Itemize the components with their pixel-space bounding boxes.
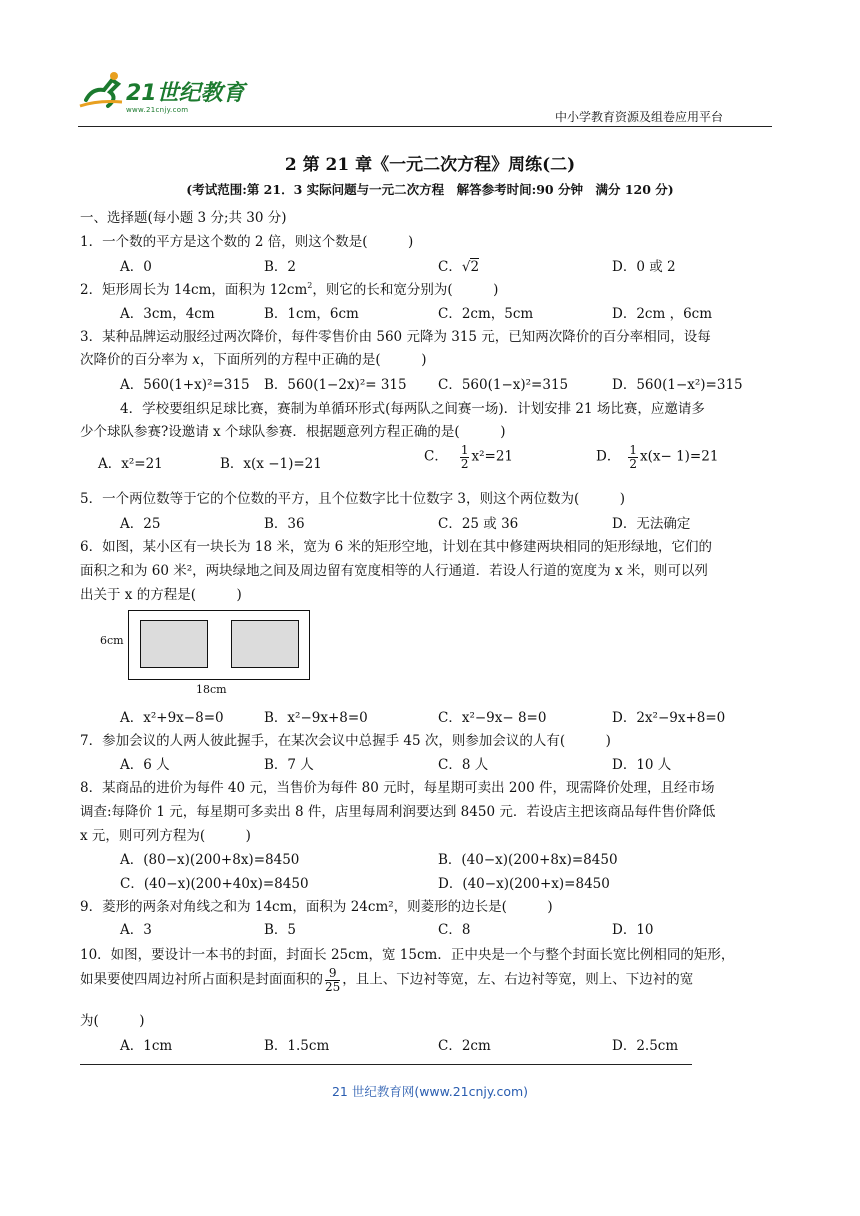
q4-option-b: B．x(x −1)=21 <box>220 456 322 472</box>
q4-option-c-label: C． <box>424 448 448 465</box>
q7-option-b: B．7 人 <box>264 757 314 773</box>
q2-option-b: B．1cm，6cm <box>264 306 359 322</box>
q9-option-c: C．8 <box>438 922 471 938</box>
q8-line1: 8．某商品的进价为每件 40 元，当售价为每件 80 元时，每星期可卖出 200 件，现需降价处理，且经市场 <box>80 780 715 796</box>
q7-stem: 7．参加会议的人两人彼此握手，在某次会议中总握手 45 次，则参加会议的人有( ) <box>80 733 611 749</box>
section-heading: 一、选择题(每小题 3 分;共 30 分) <box>80 210 287 226</box>
q4-option-c <box>424 444 513 470</box>
page-title: 2 第 21 章《一元二次方程》周练(二) <box>284 155 576 175</box>
q2-stem-sup: 2 <box>307 281 313 290</box>
q3-option-c: C．560(1−x)²=315 <box>438 377 569 393</box>
q3-option-a: A．560(1+x)²=315 <box>120 377 250 393</box>
q8-line2: 调查:每降价 1 元，每星期可多卖出 8 件，店里每周利润要达到 8450 元．若设店主把该商品每件售价降低 <box>80 804 716 820</box>
q10-line2-a: 如果要使四周边衬所占面积是封面面积的 <box>80 971 323 988</box>
sqrt-icon: √ <box>461 259 471 275</box>
q4-option-a: A．x²=21 <box>98 456 163 472</box>
q10-line1: 10．如图，要设计一本书的封面，封面长 25cm，宽 15cm．正中央是一个与整个封面长宽比例相同的矩形， <box>80 947 735 963</box>
q1-stem: 1．一个数的平方是这个数的 2 倍，则这个数是( ) <box>80 234 414 250</box>
q1-option-b: B．2 <box>264 259 297 275</box>
q6-line3: 出关于 x 的方程是( ) <box>80 587 242 603</box>
q4-line1: 4．学校要组织足球比赛，赛制为单循环形式(每两队之间赛一场)．计划安排 21 场比赛，应邀请多 <box>120 401 705 417</box>
q4-d-frac-den: 2 <box>629 456 637 471</box>
q10-frac-den: 25 <box>325 979 341 994</box>
q5-option-a: A．25 <box>120 516 161 532</box>
q4-option-d <box>596 444 718 470</box>
footer-divider <box>80 1064 692 1065</box>
platform-label: 中小学教育资源及组卷应用平台 <box>555 110 724 124</box>
q8-line3: x 元，则可列方程为( ) <box>80 828 251 844</box>
q4-option-d-label: D． <box>596 448 621 465</box>
q3-line2 <box>80 348 426 368</box>
q10-option-a: A．1cm <box>120 1038 173 1054</box>
logo-text: 21世纪教育 <box>126 81 245 106</box>
q4-option-c-fraction <box>460 444 470 470</box>
q2-option-d: D．2cm ，6cm <box>612 306 713 322</box>
q6-figure-height-label: 6cm <box>100 634 124 647</box>
q6-line1: 6．如图，某小区有一块长为 18 米，宽为 6 米的矩形空地，计划在其中修建两块相同的矩形绿地，它们的 <box>80 539 713 555</box>
q1-option-d: D．0 或 2 <box>612 259 676 275</box>
q6-option-b: B．x²−9x+8=0 <box>264 710 368 726</box>
q3-variable: x <box>192 352 200 368</box>
q1-option-c <box>438 255 479 275</box>
q5-option-c: C．25 或 36 <box>438 516 519 532</box>
q10-option-d: D．2.5cm <box>612 1038 679 1054</box>
q2-stem-a: 2．矩形周长为 14cm，面积为 12cm <box>80 282 308 298</box>
q6-figure-green-plot-left <box>140 620 208 668</box>
q10-line2 <box>80 967 693 993</box>
q9-stem: 9．菱形的两条对角线之和为 14cm，面积为 24cm²，则菱形的边长是( ) <box>80 899 553 915</box>
q5-stem: 5．一个两位数等于它的个位数的平方，且个位数字比十位数字 3，则这个两位数为( ) <box>80 491 626 507</box>
q6-line2: 面积之和为 60 米²，两块绿地之间及周边留有宽度相等的人行通道．若设人行道的宽度为 x 米，则可以列 <box>80 563 708 579</box>
q8-option-c: C．(40−x)(200+40x)=8450 <box>120 876 309 892</box>
q3-line2-b: ，下面所列的方程中正确的是( ) <box>199 352 427 368</box>
page-subtitle: (考试范围:第 21．3 实际问题与一元二次方程 解答参考时间:90 分钟 满分 120 分) <box>186 182 674 197</box>
q5-option-d: D．无法确定 <box>612 516 691 532</box>
q8-option-b: B．(40−x)(200+8x)=8450 <box>438 852 618 868</box>
q1-option-c-radicand: 2 <box>470 259 480 275</box>
q4-option-d-rest: x(x− 1)=21 <box>639 448 719 465</box>
logo-url: www.21cnjy.com <box>126 106 189 114</box>
q2-stem-b: ，则它的长和宽分别为( ) <box>312 282 499 298</box>
q8-option-a: A．(80−x)(200+8x)=8450 <box>120 852 300 868</box>
q10-frac-num: 9 <box>325 967 340 981</box>
q4-option-c-rest: x²=21 <box>471 448 513 465</box>
q9-option-b: B．5 <box>264 922 297 938</box>
q3-line2-a: 次降价的百分率为 <box>80 352 193 368</box>
q6-option-c: C．x²−9x− 8=0 <box>438 710 547 726</box>
q4-c-frac-den: 2 <box>460 456 469 471</box>
q3-option-d: D．560(1−x²)=315 <box>612 377 743 393</box>
q10-fraction <box>325 967 340 993</box>
q6-option-d: D．2x²−9x+8=0 <box>612 710 726 726</box>
q2-option-a: A．3cm，4cm <box>120 306 215 322</box>
q2-option-c: C．2cm，5cm <box>438 306 534 322</box>
q7-option-c: C．8 人 <box>438 757 489 773</box>
q7-option-d: D．10 人 <box>612 757 672 773</box>
q10-line3: 为( ) <box>80 1013 145 1029</box>
q4-d-frac-num: 1 <box>629 443 637 457</box>
footer-link[interactable]: 21 世纪教育网(www.21cnjy.com) <box>331 1084 529 1099</box>
q7-option-a: A．6 人 <box>120 757 170 773</box>
q3-line1: 3．某种品牌运动服经过两次降价，每件零售价由 560 元降为 315 元，已知两次降价的百分率相同，设每 <box>80 329 711 345</box>
q4-c-frac-num: 1 <box>460 443 469 457</box>
q9-option-d: D．10 <box>612 922 654 938</box>
q1-option-c-label: C． <box>438 259 462 275</box>
q6-figure-width-label: 18cm <box>196 683 227 696</box>
q6-option-a: A．x²+9x−8=0 <box>120 710 224 726</box>
q3-option-b: B．560(1−2x)²= 315 <box>264 377 407 393</box>
q10-option-b: B．1.5cm <box>264 1038 330 1054</box>
q6-figure-green-plot-right <box>231 620 299 668</box>
q2-stem <box>80 278 498 298</box>
q8-option-d: D．(40−x)(200+x)=8450 <box>438 876 610 892</box>
q4-line2: 少个球队参赛?设邀请 x 个球队参赛．根据题意列方程正确的是( ) <box>80 424 506 440</box>
header-divider <box>78 126 772 127</box>
q4-option-d-fraction <box>628 444 638 470</box>
q1-option-a: A．0 <box>120 259 152 275</box>
q10-line2-b: ，且上、下边衬等宽，左、右边衬等宽，则上、下边衬的宽 <box>342 971 694 988</box>
q10-option-c: C．2cm <box>438 1038 491 1054</box>
q5-option-b: B．36 <box>264 516 305 532</box>
q9-option-a: A．3 <box>120 922 152 938</box>
